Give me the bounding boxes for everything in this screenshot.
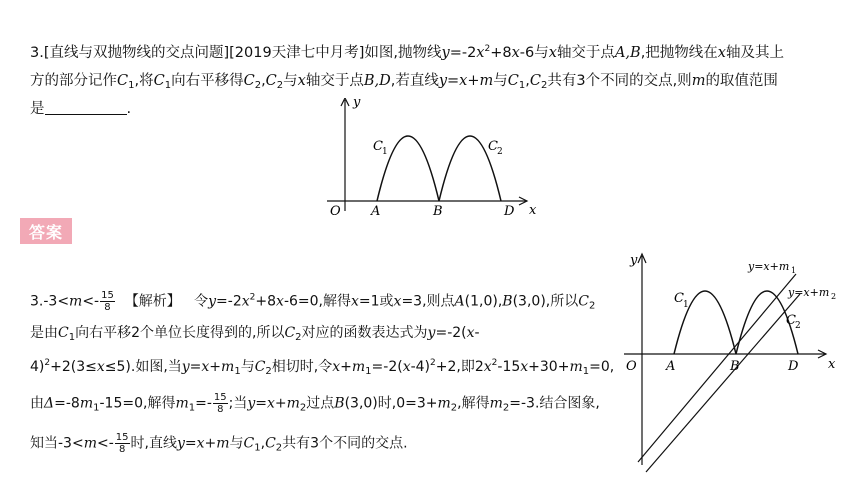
fig1-label-c1-sub: 1 xyxy=(382,147,388,157)
fig2-label-c2: C xyxy=(786,313,796,328)
solution-line-2: 是由$C_1$向右平移2个单位长度得到的,所以$C_2$对应的函数表达式为y=-2(x- xyxy=(30,325,480,343)
fig2-label-line1: y=x+m xyxy=(748,260,790,273)
fig2-label-c1: C xyxy=(674,291,684,306)
figure-1-graph xyxy=(315,98,545,223)
fig1-label-d: D xyxy=(504,204,515,219)
fig2-label-c2-sub: 2 xyxy=(795,321,801,331)
fig1-label-c2: C xyxy=(488,139,498,154)
fig2-label-c1-sub: 1 xyxy=(683,300,689,310)
fig2-line-m1 xyxy=(638,274,796,462)
fig1-label-a: A xyxy=(371,204,381,219)
fraction-15-8-c: $\frac{15}{8}$ xyxy=(115,432,129,455)
fig1-label-c1: C xyxy=(373,139,383,154)
fig2-label-d: D xyxy=(788,359,799,374)
fig2-label-line1-sub: 1 xyxy=(791,266,797,275)
fig1-y-label: y xyxy=(353,98,361,110)
fig1-label-b: B xyxy=(433,204,443,219)
answer-blank xyxy=(45,100,127,115)
answer-badge: 答案 xyxy=(20,218,72,244)
question-line-1: 3.[直线与双抛物线的交点问题][2019天津七中月考]如图,抛物线$y=-2x^2+8x-6$与x轴交于点A,B,把抛物线在x轴及其上 xyxy=(30,44,784,61)
fig2-label-b: B xyxy=(730,359,740,374)
fig2-x-label: x xyxy=(828,357,836,372)
fig1-x-label: x xyxy=(529,203,537,218)
solution-line-5: 知当-3<m<- $\frac{15}{8}$ 时,直线y=x+m与$C_1,C_2$共有3个不同的交点. xyxy=(30,432,408,455)
question-line-2: 方的部分记作$C_1$,将$C_1$向右平移得$C_2,C_2$与x轴交于点B,D,若直线y=x+m与$C_1,C_2$共有3个不同的交点,则m的取值范围 xyxy=(30,73,778,91)
fig2-y-label: y xyxy=(630,253,638,268)
fig1-curve-c1 xyxy=(377,136,439,201)
question-line-3: 是 . xyxy=(30,101,132,117)
solution-line-4: 由$\Delta=-8m_1-15=0$,解得$m_1=-$ $\frac{15}{8}$ ;当$y=x+m_2$过点B(3,0)时$,0=3+m_2$,解得$m_2=-3$.结合图象, xyxy=(30,392,600,415)
fig2-label-line2: y=x+m xyxy=(788,286,830,299)
fig1-label-c2-sub: 2 xyxy=(497,147,503,157)
solution-line-3: 4)$^2$+2(3≤x≤5).如图,当$y=x+m_1$与$C_2$相切时,令$x+m_1=-2(x-4)^2+2$,即$2x^2-15x+30+m_1=0$, xyxy=(30,358,615,377)
figure-2-graph xyxy=(618,250,854,475)
fig2-label-a: A xyxy=(666,359,676,374)
solution-line-1: 3.-3<m<- $\frac{15}{8}$ 【解析】 令$y=-2x^2+8x-6=0$,解得x=1或x=3,则点A(1,0),B(3,0),所以$C_2$ xyxy=(30,290,596,313)
fraction-15-8-b: $\frac{15}{8}$ xyxy=(213,392,227,415)
fig2-origin-label: O xyxy=(626,359,637,374)
fig2-line-m2 xyxy=(646,294,800,472)
fig2-label-line2-sub: 2 xyxy=(831,292,837,301)
fraction-15-8: $\frac{15}{8}$ xyxy=(101,290,114,313)
fig1-origin-label: O xyxy=(330,204,341,219)
